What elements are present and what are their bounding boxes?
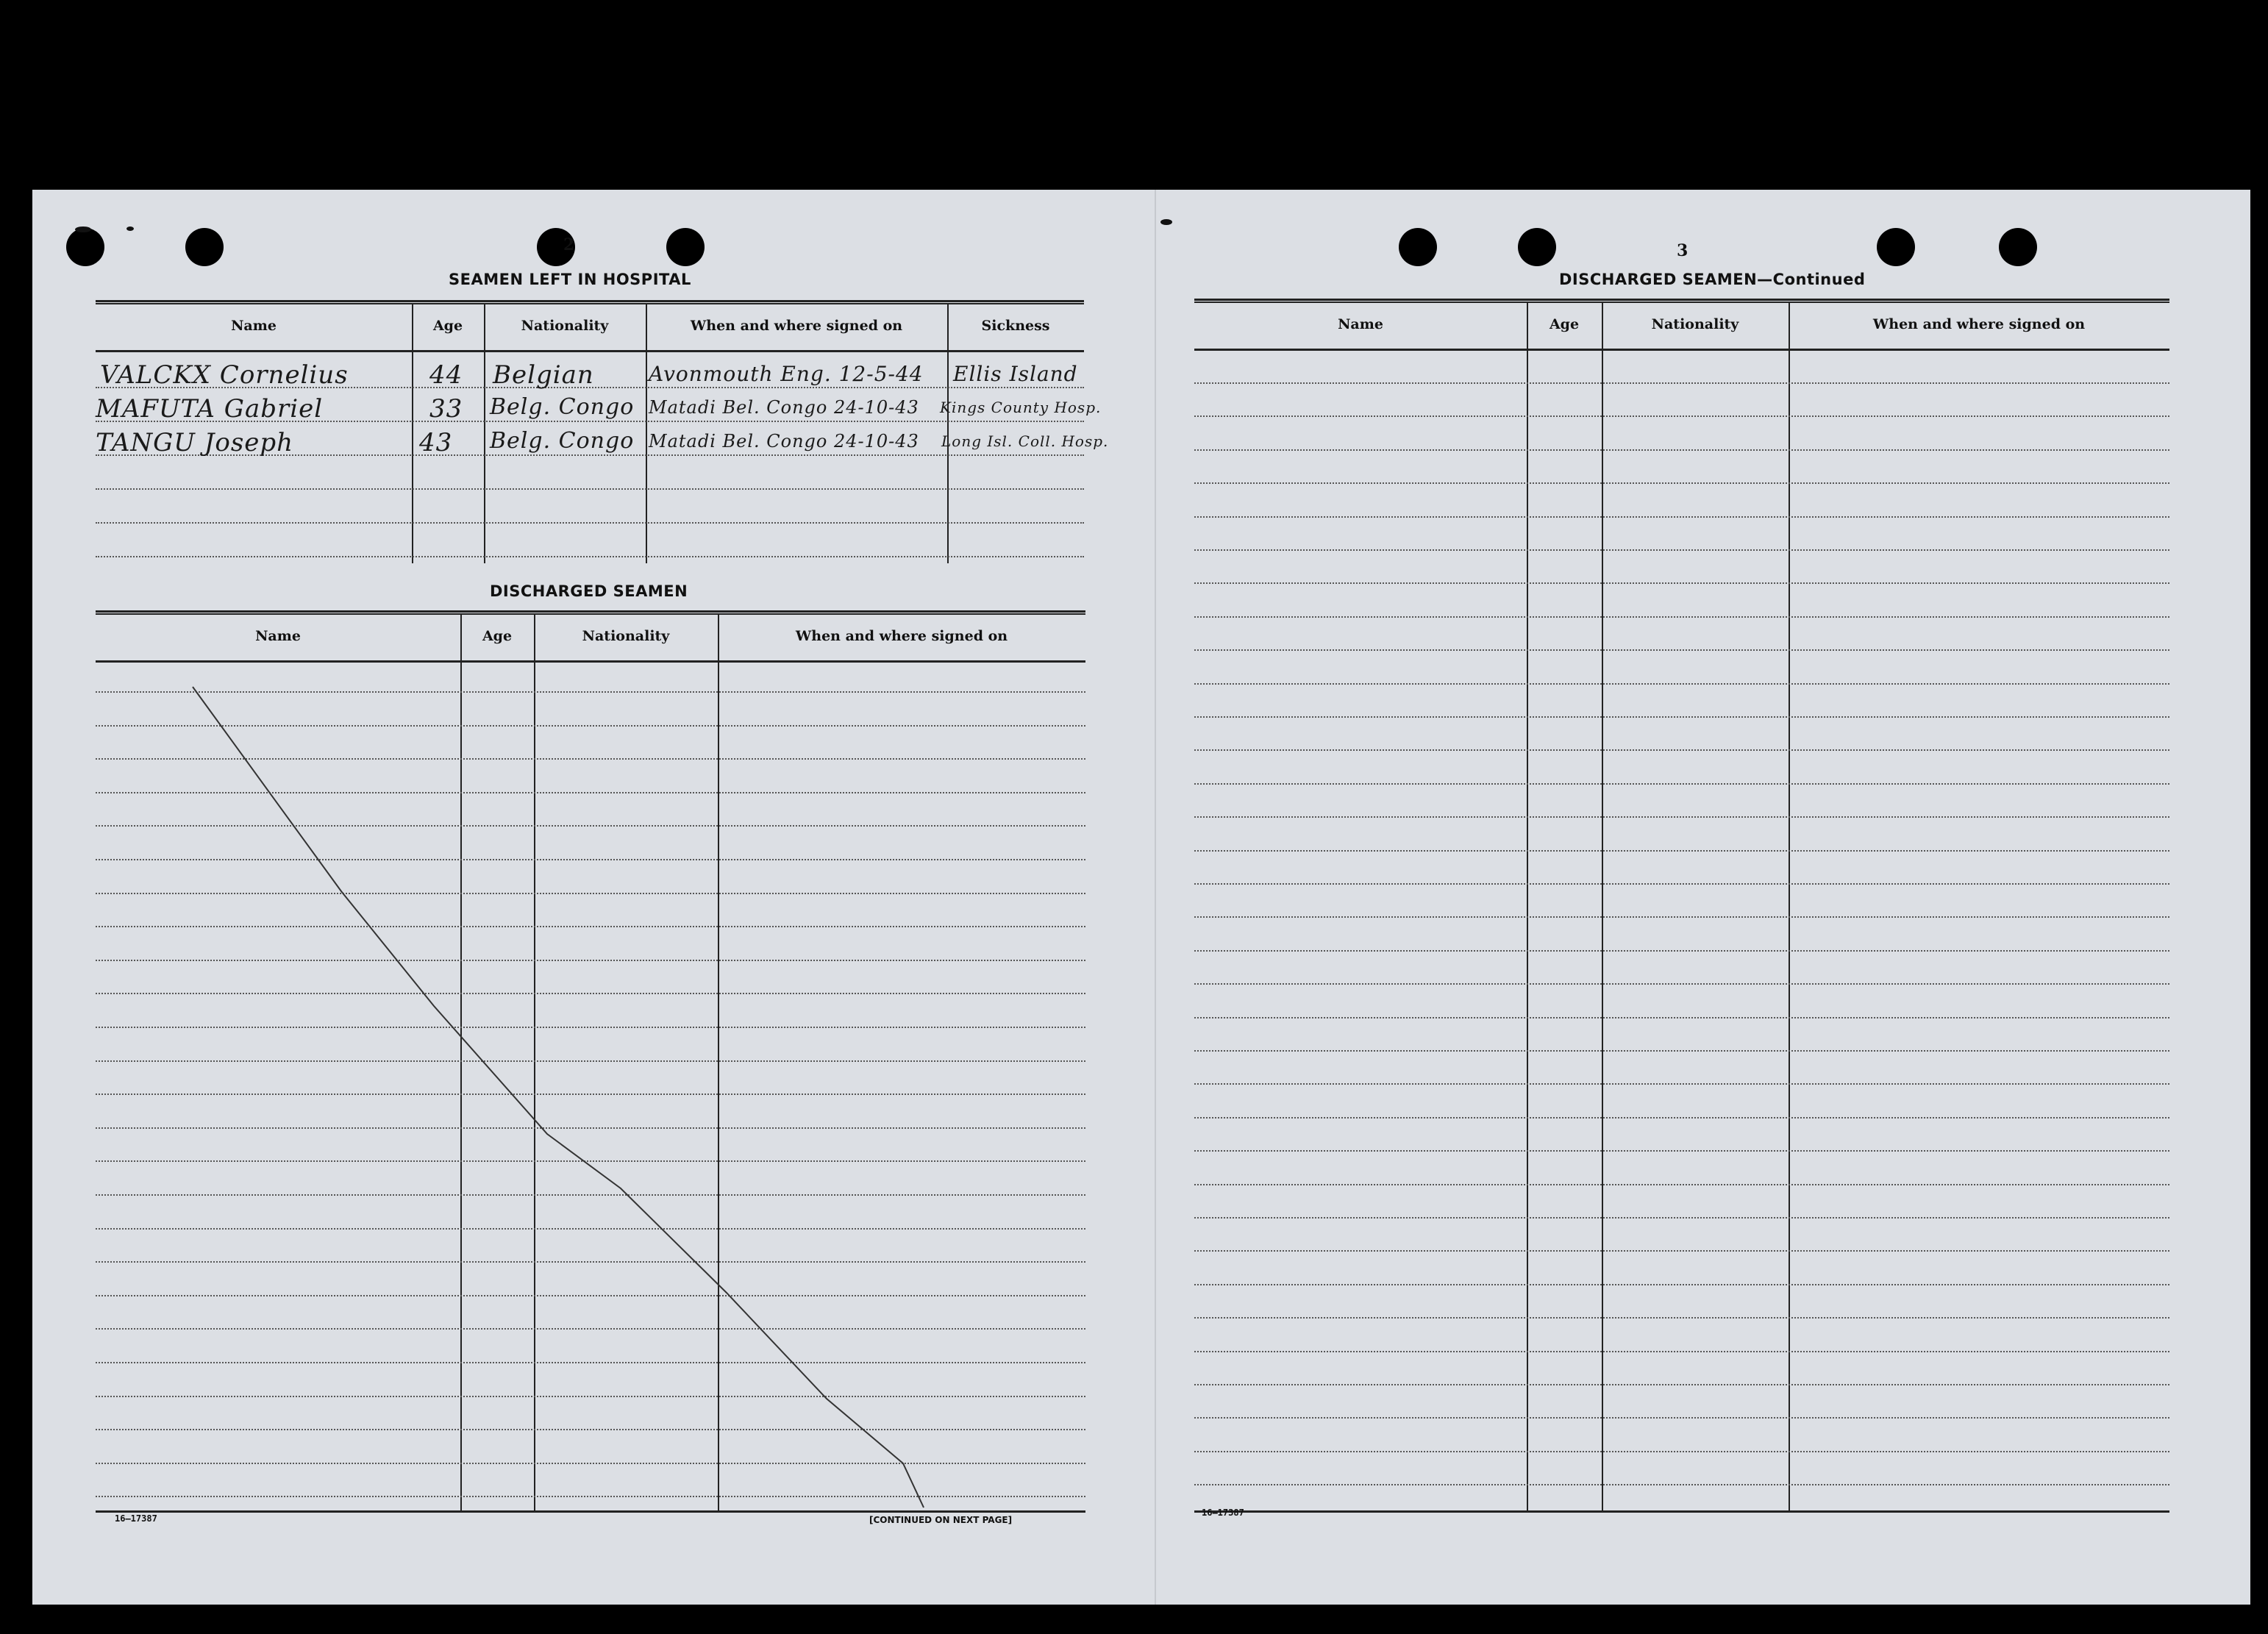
manifest-sheet	[32, 190, 2250, 1605]
left-page	[32, 190, 1155, 1605]
ruled-line	[1194, 683, 2169, 685]
discharged-section-title: DISCHARGED SEAMEN	[490, 582, 688, 600]
ruled-line	[1194, 616, 2169, 618]
column-header-age: Age	[482, 628, 513, 644]
entry-sickness: Kings County Hosp.	[940, 399, 1102, 416]
page-number: 3	[1677, 241, 1688, 260]
discharged-continued-title	[1559, 271, 1865, 288]
ruled-line	[1194, 1351, 2169, 1352]
ruled-line	[1194, 1451, 2169, 1452]
ruled-line	[1194, 983, 2169, 985]
ruled-line	[1194, 1250, 2169, 1252]
entry-signed-on: Matadi Bel. Congo 24-10-43	[649, 397, 919, 418]
ruled-line	[1194, 382, 2169, 384]
ruled-line	[1194, 1050, 2169, 1052]
ruled-line	[1194, 1284, 2169, 1285]
ruled-line	[1194, 582, 2169, 584]
column-header-name: Name	[1338, 316, 1383, 332]
punch-hole	[1877, 228, 1915, 266]
entry-sickness: Ellis Island	[953, 362, 1078, 386]
entry-nationality: Belgian	[493, 360, 594, 390]
punch-hole	[1399, 228, 1437, 266]
ruled-line	[1194, 1484, 2169, 1485]
punch-hole	[1518, 228, 1556, 266]
ink-speck	[1160, 219, 1172, 225]
column-header-name: Name	[255, 628, 301, 644]
continued-note: [CONTINUED ON NEXT PAGE]	[869, 1515, 1013, 1525]
page-number: 2	[563, 235, 575, 254]
entry-sickness: Long Isl. Coll. Hosp.	[941, 432, 1109, 450]
title-main: DISCHARGED SEAMEN	[1559, 271, 1758, 288]
form-code: 16—17387	[115, 1513, 157, 1524]
entry-nationality: Belg. Congo	[490, 428, 635, 454]
column-header-age: Age	[1549, 316, 1580, 332]
ruled-line	[1194, 850, 2169, 852]
ruled-line	[1194, 716, 2169, 718]
ruled-line	[1194, 749, 2169, 751]
form-code: 16—17387	[1202, 1508, 1244, 1518]
ruled-line	[1194, 1317, 2169, 1319]
entry-age: 43	[419, 428, 453, 457]
column-header-name: Name	[231, 318, 277, 334]
ruled-line	[1194, 1083, 2169, 1085]
ruled-line	[1194, 783, 2169, 785]
column-header-signed-on: When and where signed on	[795, 628, 1008, 644]
ruled-line	[1194, 549, 2169, 551]
column-header-nationality: Nationality	[1651, 316, 1739, 332]
ruled-line	[1194, 950, 2169, 952]
entry-name: MAFUTA Gabriel	[96, 394, 324, 424]
ruled-line	[1194, 1384, 2169, 1385]
entry-nationality: Belg. Congo	[490, 394, 635, 420]
ruled-line	[1194, 649, 2169, 651]
ruled-line	[1194, 449, 2169, 451]
entry-name: TANGU Joseph	[96, 428, 294, 457]
ruled-line	[1194, 1117, 2169, 1119]
hospital-section-title: SEAMEN LEFT IN HOSPITAL	[449, 271, 691, 288]
discharged-continued-table	[1194, 299, 2169, 1512]
ruled-line	[1194, 1417, 2169, 1419]
entry-signed-on: Matadi Bel. Congo 24-10-43	[649, 431, 919, 452]
column-header-sickness: Sickness	[981, 318, 1050, 334]
right-page	[1156, 190, 2250, 1605]
ruled-line	[1194, 516, 2169, 518]
ruled-line	[1194, 1184, 2169, 1185]
ruled-line	[1194, 816, 2169, 818]
title-continued: —Continued	[1757, 271, 1866, 288]
entry-age: 33	[429, 394, 463, 424]
ruled-line	[1194, 1217, 2169, 1219]
entry-signed-on: Avonmouth Eng. 12-5-44	[649, 362, 924, 386]
punch-hole	[1999, 228, 2037, 266]
ruled-line	[1194, 916, 2169, 918]
column-header-nationality: Nationality	[521, 318, 609, 334]
column-header-age: Age	[432, 318, 463, 334]
column-header-signed-on: When and where signed on	[1872, 316, 2086, 332]
ruled-line	[1194, 482, 2169, 484]
column-header-signed-on: When and where signed on	[690, 318, 903, 334]
ruled-line	[1194, 415, 2169, 417]
ruled-line	[1194, 1017, 2169, 1018]
diagonal-strike-line	[32, 190, 1155, 1605]
column-header-nationality: Nationality	[582, 628, 670, 644]
entry-name: VALCKX Cornelius	[100, 360, 349, 390]
entry-age: 44	[429, 360, 463, 390]
ruled-line	[1194, 883, 2169, 885]
ruled-line	[1194, 1150, 2169, 1152]
